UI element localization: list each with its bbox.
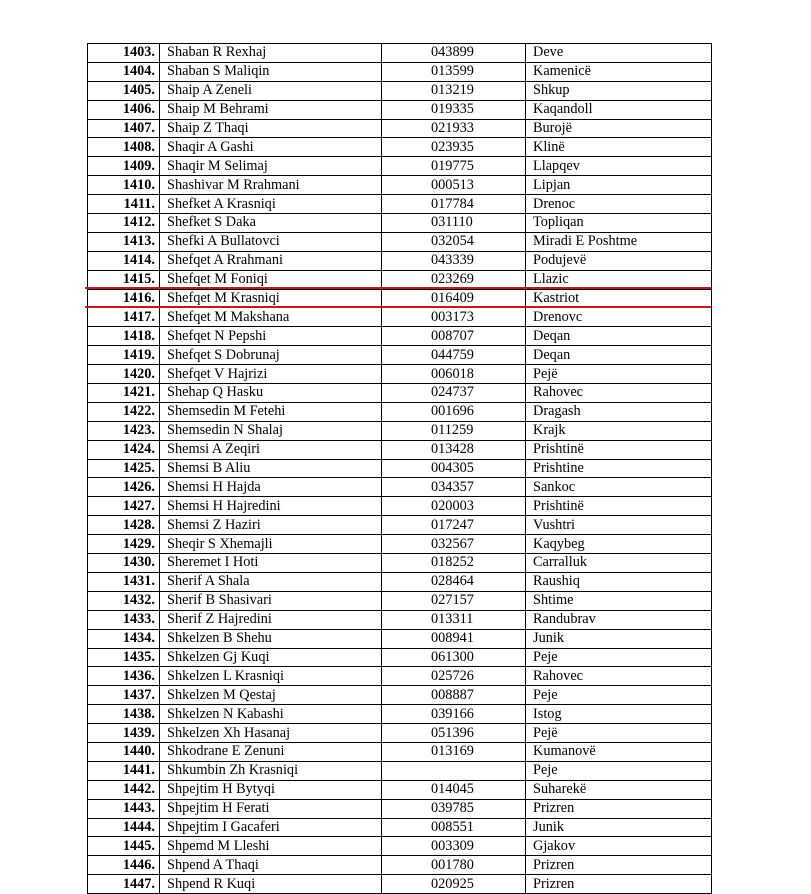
table-row [88, 497, 712, 516]
id-code-cell: 031110 [382, 214, 526, 233]
table-row [88, 856, 712, 875]
id-code-cell: 008707 [382, 327, 526, 346]
id-code-cell: 023269 [382, 270, 526, 289]
id-code-cell: 000513 [382, 176, 526, 195]
id-code-cell: 025726 [382, 667, 526, 686]
row-number-cell: 1417. [88, 308, 160, 327]
row-number-cell: 1418. [88, 327, 160, 346]
person-name-cell: Shashivar M Rrahmani [160, 176, 382, 195]
place-cell: Gjakov [526, 837, 712, 856]
person-name-cell: Shemsi H Hajda [160, 478, 382, 497]
table-row [88, 799, 712, 818]
person-name-cell: Sheremet I Hoti [160, 554, 382, 573]
table-row [88, 119, 712, 138]
person-name-cell: Shkelzen Gj Kuqi [160, 648, 382, 667]
person-name-cell: Shaip M Behrami [160, 100, 382, 119]
row-number-cell: 1413. [88, 232, 160, 251]
person-name-cell: Shemsi Z Haziri [160, 516, 382, 535]
person-name-cell: Shkelzen B Shehu [160, 629, 382, 648]
place-cell: Podujevë [526, 251, 712, 270]
person-name-cell: Shpend R Kuqi [160, 875, 382, 894]
place-cell: Junik [526, 629, 712, 648]
row-number-cell: 1415. [88, 270, 160, 289]
id-code-cell: 008941 [382, 629, 526, 648]
id-code-cell: 003173 [382, 308, 526, 327]
row-number-cell: 1440. [88, 742, 160, 761]
row-number-cell: 1435. [88, 648, 160, 667]
place-cell: Llapqev [526, 157, 712, 176]
id-code-cell [382, 761, 526, 780]
id-code-cell: 016409 [382, 289, 526, 308]
row-number-cell: 1425. [88, 459, 160, 478]
row-number-cell: 1445. [88, 837, 160, 856]
person-name-cell: Shefqet A Rrahmani [160, 251, 382, 270]
table-row [88, 478, 712, 497]
person-name-cell: Shehap Q Hasku [160, 384, 382, 403]
place-cell: Randubrav [526, 610, 712, 629]
id-code-cell: 008551 [382, 818, 526, 837]
table-row [88, 176, 712, 195]
place-cell: Lipjan [526, 176, 712, 195]
table-row [88, 742, 712, 761]
place-cell: Pejë [526, 365, 712, 384]
row-number-cell: 1428. [88, 516, 160, 535]
place-cell: Raushiq [526, 572, 712, 591]
table-row [88, 365, 712, 384]
person-name-cell: Shefki A Bullatovci [160, 232, 382, 251]
place-cell: Shkup [526, 81, 712, 100]
id-code-cell: 020925 [382, 875, 526, 894]
table-row [88, 402, 712, 421]
person-name-cell: Shaip Z Thaqi [160, 119, 382, 138]
table-row [88, 459, 712, 478]
place-cell: Miradi E Poshtme [526, 232, 712, 251]
table-row [88, 346, 712, 365]
id-code-cell: 032054 [382, 232, 526, 251]
place-cell: Rahovec [526, 667, 712, 686]
row-number-cell: 1411. [88, 195, 160, 214]
person-name-cell: Shefqet N Pepshi [160, 327, 382, 346]
id-code-cell: 014045 [382, 780, 526, 799]
row-number-cell: 1444. [88, 818, 160, 837]
place-cell: Deqan [526, 346, 712, 365]
registry-table [87, 43, 712, 894]
person-name-cell: Shefqet M Makshana [160, 308, 382, 327]
row-number-cell: 1443. [88, 799, 160, 818]
place-cell: Prizren [526, 799, 712, 818]
table-row [88, 667, 712, 686]
person-name-cell: Shaqir M Selimaj [160, 157, 382, 176]
place-cell: Prishtinë [526, 440, 712, 459]
id-code-cell: 013599 [382, 62, 526, 81]
person-name-cell: Sherif Z Hajredini [160, 610, 382, 629]
place-cell: Kastriot [526, 289, 712, 308]
place-cell: Peje [526, 761, 712, 780]
id-code-cell: 017247 [382, 516, 526, 535]
id-code-cell: 044759 [382, 346, 526, 365]
id-code-cell: 013219 [382, 81, 526, 100]
person-name-cell: Shkelzen L Krasniqi [160, 667, 382, 686]
person-name-cell: Shaban S Maliqin [160, 62, 382, 81]
table-row [88, 761, 712, 780]
place-cell: Kaqybeg [526, 535, 712, 554]
id-code-cell: 001780 [382, 856, 526, 875]
id-code-cell: 039166 [382, 705, 526, 724]
place-cell: Prizren [526, 856, 712, 875]
row-number-cell: 1412. [88, 214, 160, 233]
table-row [88, 591, 712, 610]
row-number-cell: 1422. [88, 402, 160, 421]
table-row [88, 629, 712, 648]
row-number-cell: 1427. [88, 497, 160, 516]
row-number-cell: 1403. [88, 44, 160, 63]
row-number-cell: 1405. [88, 81, 160, 100]
row-number-cell: 1434. [88, 629, 160, 648]
row-number-cell: 1437. [88, 686, 160, 705]
table-row [88, 289, 712, 308]
person-name-cell: Shpejtim I Gacaferi [160, 818, 382, 837]
row-number-cell: 1421. [88, 384, 160, 403]
id-code-cell: 013169 [382, 742, 526, 761]
place-cell: Prishtinë [526, 497, 712, 516]
row-number-cell: 1426. [88, 478, 160, 497]
row-number-cell: 1419. [88, 346, 160, 365]
table-row [88, 705, 712, 724]
id-code-cell: 061300 [382, 648, 526, 667]
row-number-cell: 1406. [88, 100, 160, 119]
table-row [88, 251, 712, 270]
place-cell: Vushtri [526, 516, 712, 535]
id-code-cell: 011259 [382, 421, 526, 440]
id-code-cell: 021933 [382, 119, 526, 138]
id-code-cell: 013311 [382, 610, 526, 629]
person-name-cell: Shaqir A Gashi [160, 138, 382, 157]
place-cell: Istog [526, 705, 712, 724]
person-name-cell: Shefqet V Hajrizi [160, 365, 382, 384]
table-row [88, 421, 712, 440]
table-row [88, 81, 712, 100]
row-number-cell: 1442. [88, 780, 160, 799]
place-cell: Peje [526, 648, 712, 667]
table-row [88, 327, 712, 346]
place-cell: Suharekë [526, 780, 712, 799]
person-name-cell: Shefqet M Krasniqi [160, 289, 382, 308]
table-row [88, 195, 712, 214]
person-name-cell: Shefqet S Dobrunaj [160, 346, 382, 365]
row-number-cell: 1430. [88, 554, 160, 573]
id-code-cell: 039785 [382, 799, 526, 818]
id-code-cell: 024737 [382, 384, 526, 403]
place-cell: Peje [526, 686, 712, 705]
place-cell: Deqan [526, 327, 712, 346]
row-number-cell: 1439. [88, 724, 160, 743]
id-code-cell: 043899 [382, 44, 526, 63]
id-code-cell: 019775 [382, 157, 526, 176]
id-code-cell: 051396 [382, 724, 526, 743]
table-row [88, 62, 712, 81]
person-name-cell: Shkelzen M Qestaj [160, 686, 382, 705]
person-name-cell: Shefket A Krasniqi [160, 195, 382, 214]
table-row [88, 572, 712, 591]
id-code-cell: 028464 [382, 572, 526, 591]
person-name-cell: Sherif A Shala [160, 572, 382, 591]
id-code-cell: 001696 [382, 402, 526, 421]
id-code-cell: 043339 [382, 251, 526, 270]
row-number-cell: 1410. [88, 176, 160, 195]
row-number-cell: 1416. [88, 289, 160, 308]
id-code-cell: 004305 [382, 459, 526, 478]
place-cell: Pejë [526, 724, 712, 743]
table-row [88, 610, 712, 629]
table-row [88, 648, 712, 667]
person-name-cell: Shpejtim H Ferati [160, 799, 382, 818]
table-row [88, 724, 712, 743]
person-name-cell: Shkumbin Zh Krasniqi [160, 761, 382, 780]
place-cell: Prishtine [526, 459, 712, 478]
table-row [88, 875, 712, 894]
person-name-cell: Shkelzen Xh Hasanaj [160, 724, 382, 743]
table-row [88, 44, 712, 63]
person-name-cell: Shkelzen N Kabashi [160, 705, 382, 724]
id-code-cell: 020003 [382, 497, 526, 516]
place-cell: Kamenicë [526, 62, 712, 81]
table-row [88, 554, 712, 573]
place-cell: Drenoc [526, 195, 712, 214]
person-name-cell: Shpend A Thaqi [160, 856, 382, 875]
person-name-cell: Shaban R Rexhaj [160, 44, 382, 63]
person-name-cell: Shaip A Zeneli [160, 81, 382, 100]
place-cell: Burojë [526, 119, 712, 138]
place-cell: Dragash [526, 402, 712, 421]
id-code-cell: 019335 [382, 100, 526, 119]
id-code-cell: 013428 [382, 440, 526, 459]
place-cell: Carralluk [526, 554, 712, 573]
place-cell: Kumanovë [526, 742, 712, 761]
person-name-cell: Shemsi B Aliu [160, 459, 382, 478]
id-code-cell: 008887 [382, 686, 526, 705]
row-number-cell: 1420. [88, 365, 160, 384]
row-number-cell: 1438. [88, 705, 160, 724]
person-name-cell: Shemsi A Zeqiri [160, 440, 382, 459]
id-code-cell: 017784 [382, 195, 526, 214]
table-row [88, 214, 712, 233]
row-number-cell: 1432. [88, 591, 160, 610]
table-row [88, 308, 712, 327]
person-name-cell: Shpemd M Lleshi [160, 837, 382, 856]
person-name-cell: Sherif B Shasivari [160, 591, 382, 610]
table-row [88, 818, 712, 837]
row-number-cell: 1408. [88, 138, 160, 157]
row-number-cell: 1436. [88, 667, 160, 686]
id-code-cell: 034357 [382, 478, 526, 497]
row-number-cell: 1414. [88, 251, 160, 270]
table-row [88, 686, 712, 705]
row-number-cell: 1433. [88, 610, 160, 629]
person-name-cell: Shemsedin M Fetehi [160, 402, 382, 421]
table-row [88, 535, 712, 554]
table-row [88, 232, 712, 251]
id-code-cell: 018252 [382, 554, 526, 573]
registry-table-body [88, 44, 712, 894]
id-code-cell: 032567 [382, 535, 526, 554]
row-number-cell: 1441. [88, 761, 160, 780]
row-number-cell: 1429. [88, 535, 160, 554]
id-code-cell: 006018 [382, 365, 526, 384]
row-number-cell: 1423. [88, 421, 160, 440]
place-cell: Junik [526, 818, 712, 837]
table-row [88, 440, 712, 459]
person-name-cell: Shemsedin N Shalaj [160, 421, 382, 440]
place-cell: Llazic [526, 270, 712, 289]
place-cell: Topliqan [526, 214, 712, 233]
table-row [88, 270, 712, 289]
row-number-cell: 1407. [88, 119, 160, 138]
id-code-cell: 027157 [382, 591, 526, 610]
table-row [88, 516, 712, 535]
table-row [88, 138, 712, 157]
place-cell: Deve [526, 44, 712, 63]
row-number-cell: 1409. [88, 157, 160, 176]
table-row [88, 837, 712, 856]
place-cell: Prizren [526, 875, 712, 894]
place-cell: Klinë [526, 138, 712, 157]
person-name-cell: Shemsi H Hajredini [160, 497, 382, 516]
person-name-cell: Shefqet M Foniqi [160, 270, 382, 289]
person-name-cell: Shpejtim H Bytyqi [160, 780, 382, 799]
place-cell: Sankoc [526, 478, 712, 497]
id-code-cell: 023935 [382, 138, 526, 157]
row-number-cell: 1404. [88, 62, 160, 81]
person-name-cell: Shefket S Daka [160, 214, 382, 233]
place-cell: Drenovc [526, 308, 712, 327]
place-cell: Krajk [526, 421, 712, 440]
place-cell: Kaqandoll [526, 100, 712, 119]
row-number-cell: 1424. [88, 440, 160, 459]
place-cell: Rahovec [526, 384, 712, 403]
table-row [88, 780, 712, 799]
table-row [88, 384, 712, 403]
table-row [88, 157, 712, 176]
id-code-cell: 003309 [382, 837, 526, 856]
place-cell: Shtime [526, 591, 712, 610]
person-name-cell: Sheqir S Xhemajli [160, 535, 382, 554]
person-name-cell: Shkodrane E Zenuni [160, 742, 382, 761]
row-number-cell: 1447. [88, 875, 160, 894]
table-row [88, 100, 712, 119]
row-number-cell: 1446. [88, 856, 160, 875]
row-number-cell: 1431. [88, 572, 160, 591]
